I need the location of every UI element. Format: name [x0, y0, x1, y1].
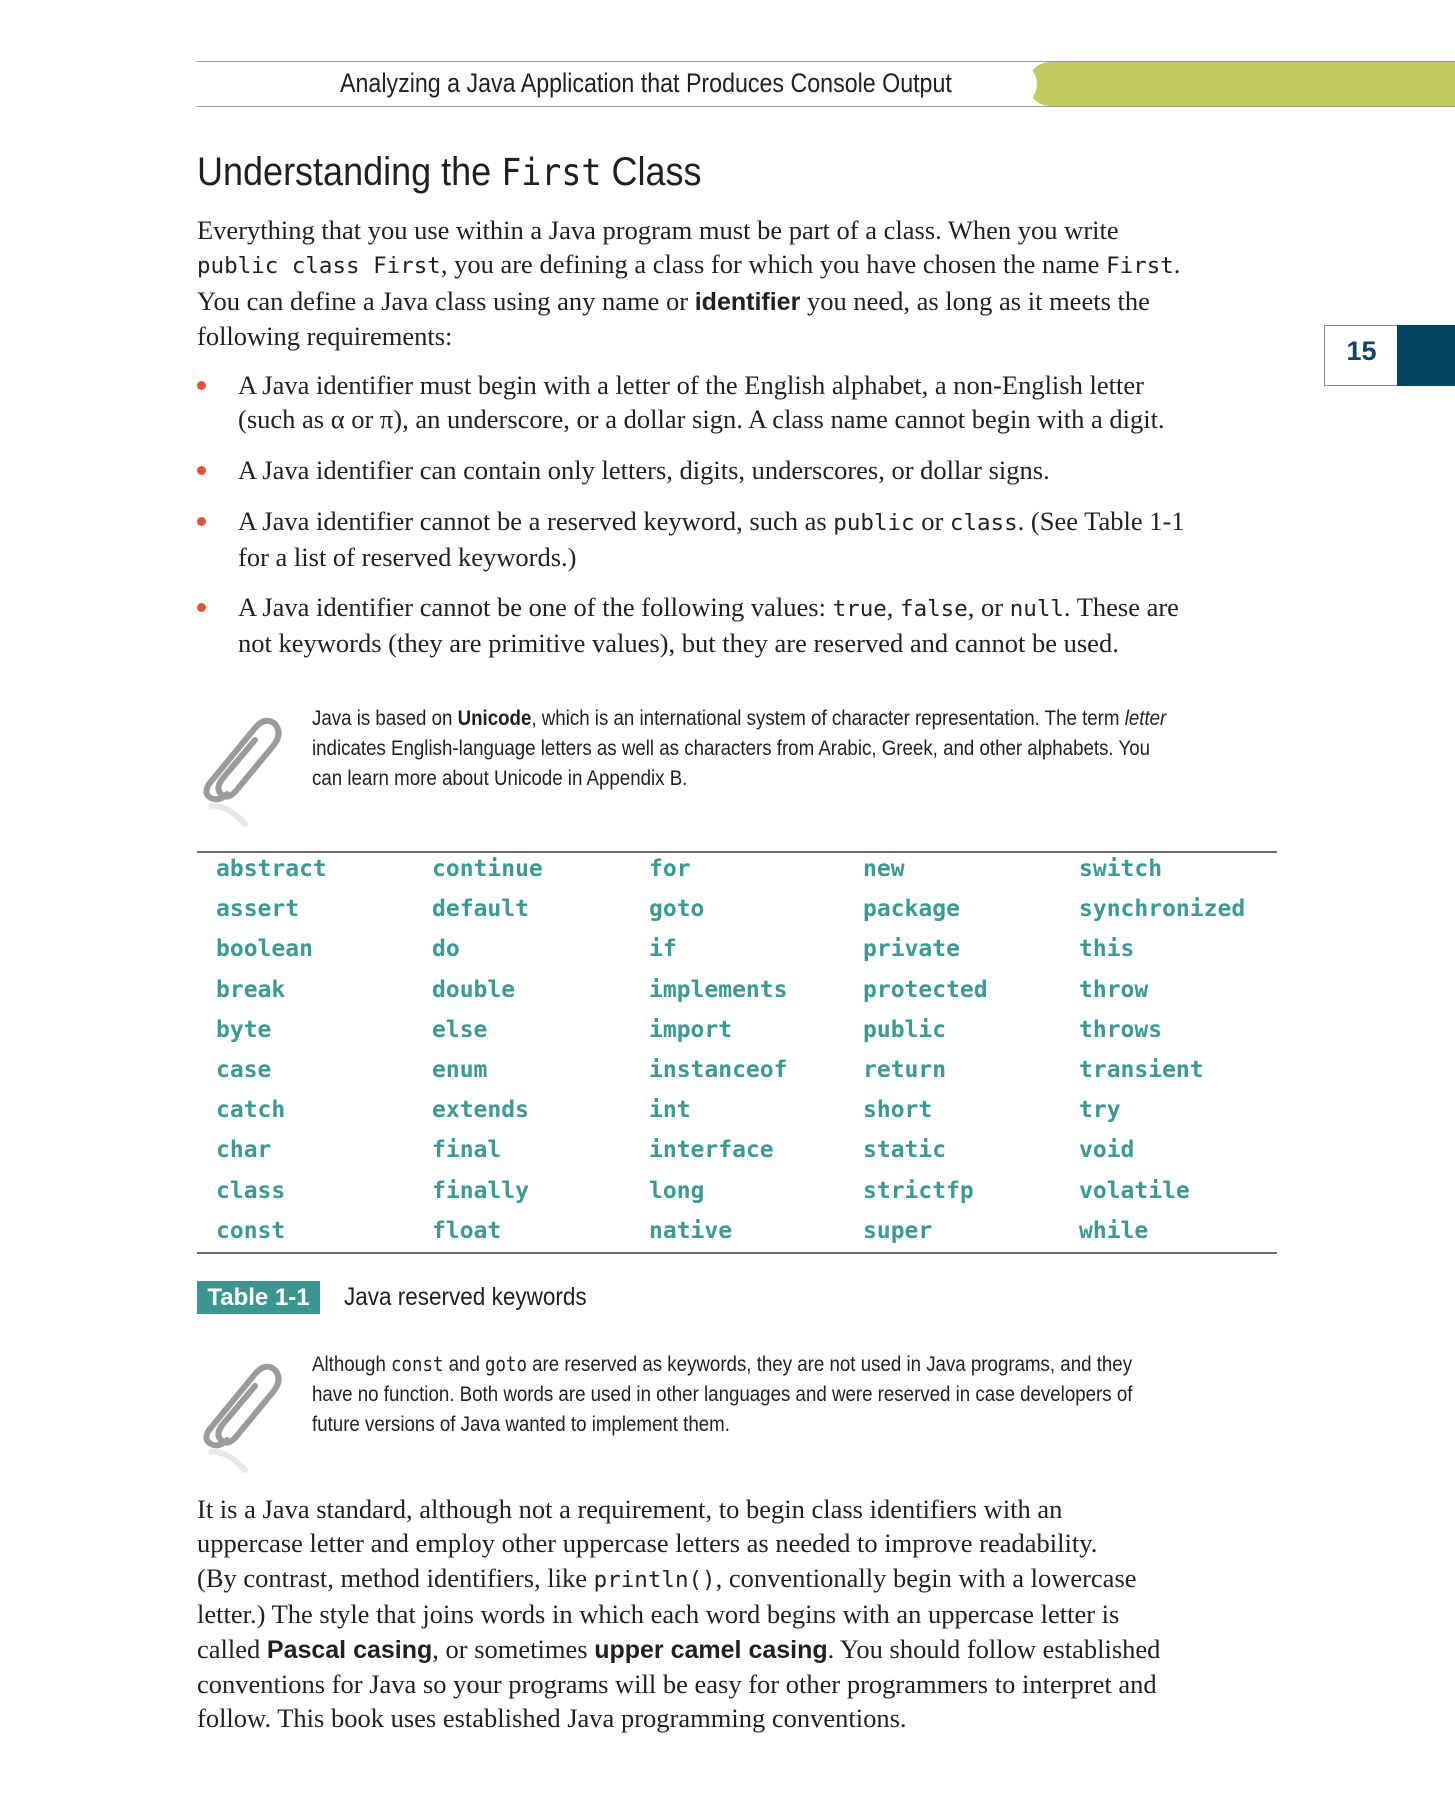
- text: (By contrast, method identifiers, like: [197, 1562, 594, 1593]
- keyword-cell: const: [216, 1217, 286, 1244]
- keyword-cell: default: [432, 896, 529, 923]
- keyword-cell: continue: [432, 856, 543, 882]
- text: ,: [886, 592, 901, 622]
- header-rule-bottom: [197, 106, 1455, 107]
- keyword-cell: synchronized: [1079, 896, 1246, 923]
- text: (such as α or π), an underscore, or a dollar sign. A class name cannot begin with a digit.: [238, 404, 1165, 435]
- keyword-cell: final: [432, 1137, 502, 1164]
- text: , you are defining a class for which you have chosen the name: [440, 249, 1107, 280]
- title-code: First: [501, 151, 602, 194]
- bullet-icon: [197, 603, 206, 612]
- keyword-cell: try: [1079, 1097, 1121, 1124]
- text: called: [197, 1633, 267, 1664]
- keyword-cell: boolean: [216, 936, 313, 963]
- text: you need, as long as it meets the: [800, 285, 1150, 316]
- text: It is a Java standard, although not a requirement, to begin class identifiers with an: [197, 1494, 1063, 1524]
- keyword-cell: return: [863, 1057, 947, 1083]
- paperclip-note-icon: [197, 1352, 283, 1477]
- keyword-cell: throws: [1079, 1016, 1163, 1043]
- keyword-cell: volatile: [1079, 1177, 1190, 1204]
- keyword-cell: double: [432, 976, 516, 1003]
- keyword-cell: byte: [216, 1016, 272, 1043]
- keyword-cell: instanceof: [649, 1057, 788, 1083]
- keyword-cell: finally: [432, 1177, 529, 1204]
- text: .: [1173, 249, 1181, 280]
- text: , conventionally begin with a lowercase: [715, 1562, 1137, 1593]
- keyword-cell: do: [432, 936, 460, 963]
- text: conventions for Java so your programs will be easy for other programmers to interpret and: [197, 1669, 1157, 1700]
- text: , which is an international system of character representation. The term: [531, 706, 1125, 730]
- bullet-icon: [197, 466, 206, 475]
- table-caption-text: Java reserved keywords: [344, 1283, 587, 1311]
- keyword-cell: goto: [649, 896, 705, 923]
- code: First: [1106, 253, 1174, 280]
- table-rule-top: [197, 851, 1277, 853]
- code: true: [832, 596, 887, 622]
- text: You can define a Java class using any name or: [197, 285, 695, 316]
- text: not keywords (they are primitive values), but they are reserved and cannot be used.: [238, 628, 1119, 659]
- paperclip-note-icon: [197, 706, 283, 831]
- keyword-cell: class: [216, 1177, 286, 1204]
- intro-paragraph: [197, 213, 1180, 354]
- keyword-cell: static: [863, 1137, 947, 1164]
- keyword-cell: break: [216, 976, 286, 1003]
- note-const-goto: [312, 1349, 1255, 1439]
- code: goto: [485, 1352, 527, 1376]
- text: , or sometimes: [432, 1633, 595, 1664]
- text: indicates English-language letters as well as characters from Arabic, Greek, and other alphabets. You: [312, 736, 1151, 760]
- running-title: Analyzing a Java Application that Produces Console Output: [340, 68, 952, 98]
- text: or: [914, 506, 950, 536]
- key-term: identifier: [694, 287, 801, 316]
- keyword-cell: float: [432, 1217, 502, 1244]
- keyword-cell: if: [649, 936, 677, 963]
- keyword-cell: short: [863, 1097, 933, 1124]
- keyword-cell: catch: [216, 1097, 286, 1124]
- keyword-cell: abstract: [216, 856, 327, 882]
- keyword-cell: void: [1079, 1137, 1135, 1164]
- outro-paragraph: [197, 1492, 1160, 1736]
- keyword-cell: transient: [1079, 1057, 1204, 1083]
- text: letter: [1124, 706, 1167, 730]
- keyword-cell: this: [1079, 936, 1135, 963]
- text: Java is based on: [312, 706, 458, 730]
- keyword-cell: for: [649, 856, 691, 882]
- keyword-cell: native: [649, 1217, 733, 1244]
- text: can learn more about Unicode in Appendix B.: [312, 766, 688, 790]
- code: public class First: [197, 253, 441, 280]
- key-term: Unicode: [457, 706, 532, 730]
- title-text: Class: [601, 150, 702, 194]
- keyword-cell: private: [863, 936, 960, 963]
- code: null: [1009, 596, 1064, 622]
- keyword-cell: enum: [432, 1057, 488, 1083]
- keyword-cell: super: [863, 1217, 933, 1244]
- keyword-cell: extends: [432, 1097, 529, 1124]
- text: . (See Table 1-1: [1017, 506, 1185, 536]
- code: println(): [593, 1566, 716, 1593]
- header-accent-bar: [1028, 62, 1455, 106]
- keyword-cell: while: [1079, 1217, 1149, 1244]
- text: A Java identifier cannot be a reserved keyword, such as: [238, 506, 834, 536]
- page-number: 15: [1346, 336, 1377, 366]
- text: A Java identifier cannot be one of the following values:: [238, 592, 833, 622]
- text: and: [443, 1352, 486, 1376]
- page-tab: [1397, 325, 1455, 386]
- table-rule-bottom: [197, 1252, 1277, 1254]
- keyword-cell: interface: [649, 1137, 774, 1164]
- keyword-cell: throw: [1079, 976, 1149, 1003]
- text: future versions of Java wanted to implement them.: [312, 1412, 730, 1436]
- text: . You should follow established: [827, 1633, 1161, 1664]
- text: Although: [312, 1352, 392, 1376]
- keyword-cell: public: [863, 1016, 947, 1043]
- text: A Java identifier can contain only letters, digits, underscores, or dollar signs.: [238, 455, 1050, 485]
- key-term: upper camel casing: [594, 1635, 828, 1664]
- keyword-cell: package: [863, 896, 960, 923]
- keyword-cell: assert: [216, 896, 300, 923]
- text: , or: [967, 592, 1010, 622]
- bullet-icon: [197, 517, 206, 526]
- text: uppercase letter and employ other uppercase letters as needed to improve readability.: [197, 1528, 1098, 1559]
- keyword-cell: case: [216, 1057, 272, 1083]
- bullet-icon: [197, 381, 206, 390]
- keyword-cell: else: [432, 1016, 488, 1043]
- keyword-cell: int: [649, 1097, 691, 1124]
- note-unicode: [312, 703, 1294, 793]
- code: false: [900, 596, 968, 622]
- title-text: Understanding the: [197, 150, 502, 194]
- text: following requirements:: [197, 321, 453, 352]
- text: . These are: [1063, 592, 1179, 622]
- table-caption-label: Table 1-1: [197, 1281, 320, 1314]
- key-term: Pascal casing: [266, 1635, 433, 1664]
- text: follow. This book uses established Java programming conventions.: [197, 1703, 907, 1734]
- keyword-cell: char: [216, 1137, 272, 1164]
- keyword-cell: new: [863, 856, 905, 882]
- text: A Java identifier must begin with a letter of the English alphabet, a non-English letter: [238, 370, 1144, 400]
- section-title: [197, 150, 701, 195]
- code: public: [833, 510, 915, 536]
- keyword-cell: long: [649, 1177, 705, 1204]
- keyword-cell: protected: [863, 976, 988, 1003]
- keyword-cell: switch: [1079, 856, 1163, 882]
- keyword-cell: strictfp: [863, 1177, 974, 1204]
- code: const: [391, 1352, 444, 1376]
- text: are reserved as keywords, they are not used in Java programs, and they: [526, 1352, 1133, 1376]
- text: Everything that you use within a Java program must be part of a class. When you write: [197, 215, 1119, 245]
- code: class: [949, 510, 1018, 536]
- text: for a list of reserved keywords.): [238, 542, 577, 573]
- text: letter.) The style that joins words in which each word begins with an uppercase letter is: [197, 1599, 1120, 1630]
- text: have no function. Both words are used in other languages and were reserved in case developers of: [312, 1382, 1133, 1406]
- keyword-cell: import: [649, 1016, 733, 1043]
- keyword-cell: implements: [649, 976, 788, 1003]
